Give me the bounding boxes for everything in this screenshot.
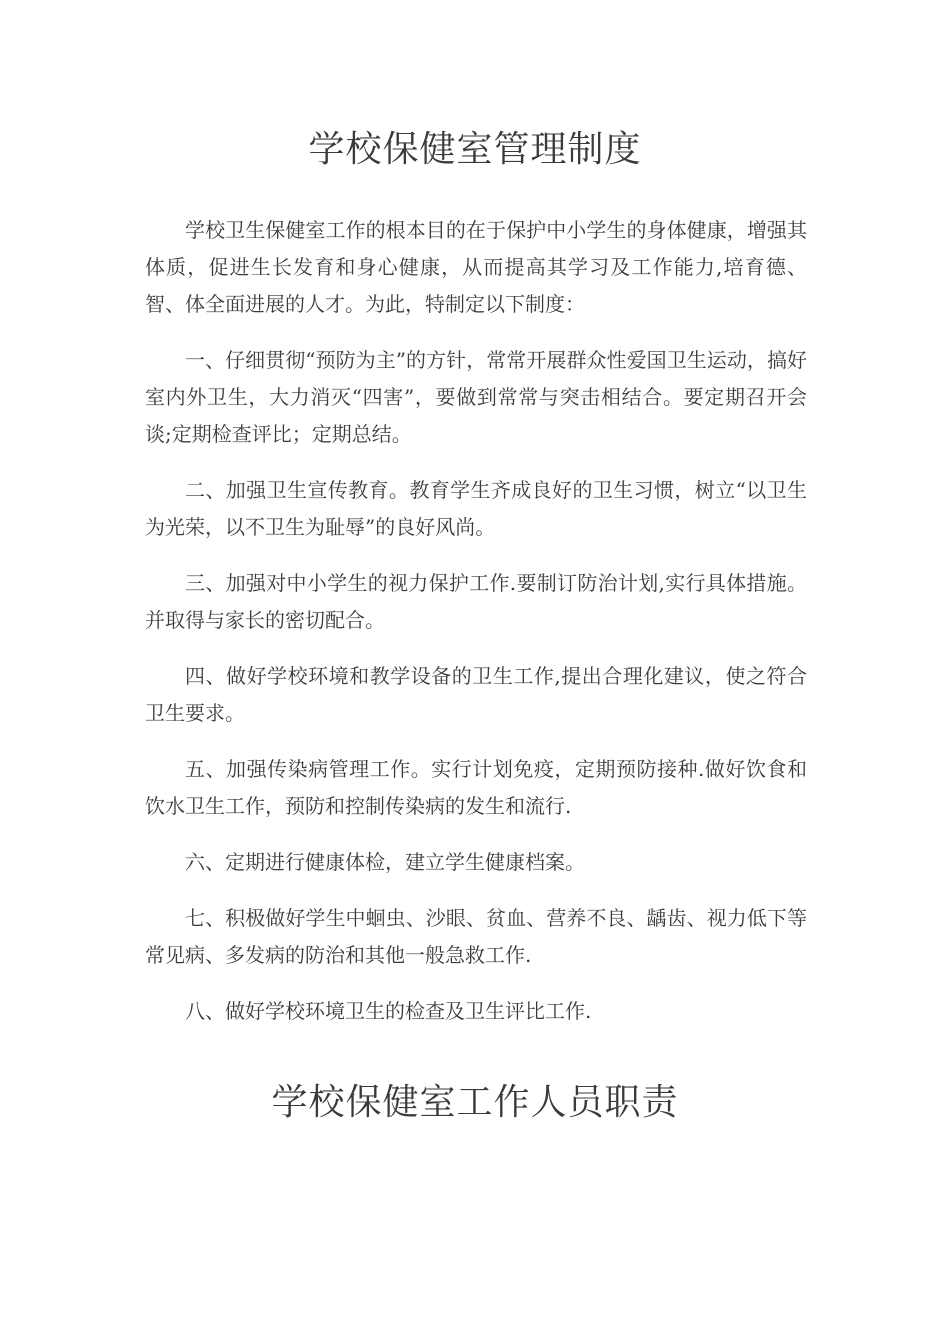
- document-body: [145, 212, 807, 1049]
- rule-item-1: 一、仔细贯彻“预防为主”的方针，常常开展群众性爱国卫生运动，搞好室内外卫生，大力消灭“四害”，要做到常常与突击相结合。要定期召开会谈;定期检查评比；定期总结。: [145, 348, 807, 446]
- rule-item-6: 六、定期进行健康体检，建立学生健康档案。: [185, 850, 585, 874]
- second-section-title: 学校保健室工作人员职责: [271, 1082, 679, 1123]
- rule-item-4: 四、做好学校环境和教学设备的卫生工作,提出合理化建议，使之符合卫生要求。: [145, 664, 807, 725]
- rule-item-5: 五、加强传染病管理工作。实行计划免疫，定期预防接种.做好饮食和饮水卫生工作，预防和控制传染病的发生和流行.: [145, 757, 807, 818]
- rule-item-8: 八、做好学校环境卫生的检查及卫生评比工作.: [185, 999, 592, 1023]
- rule-item-3: 三、加强对中小学生的视力保护工作.要制订防治计划,实行具体措施。并取得与家长的密切配合。: [145, 571, 807, 632]
- intro-paragraph: 学校卫生保健室工作的根本目的在于保护中小学生的身体健康，增强其体质，促进生长发育和身心健康，从而提高其学习及工作能力,培育德、智、体全面进展的人才。为此，特制定以下制度：: [145, 218, 807, 316]
- rule-item-2: 二、加强卫生宣传教育。教育学生齐成良好的卫生习惯，树立“以卫生为光荣，以不卫生为耻辱”的良好风尚。: [145, 478, 807, 539]
- rule-item-7: 七、积极做好学生中蛔虫、沙眼、贫血、营养不良、龋齿、视力低下等常见病、多发病的防治和其他一般急救工作.: [145, 906, 807, 967]
- document-title: 学校保健室管理制度: [308, 129, 642, 170]
